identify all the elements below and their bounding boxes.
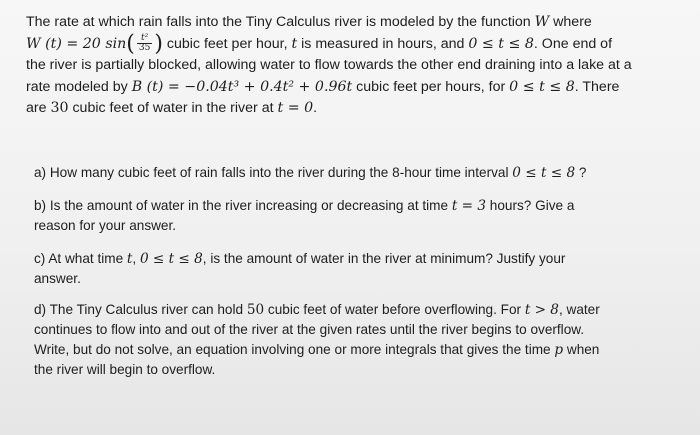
question-text: , is the amount of water in the river at minimum? Justify your <box>202 251 566 266</box>
intro-text: . There <box>574 78 620 95</box>
question-c-line-1 <box>34 249 674 269</box>
problem-intro <box>26 12 686 120</box>
question-text: , water <box>558 302 600 317</box>
intro-text: rate modeled by <box>26 78 132 95</box>
capacity-value: 50 <box>246 302 265 318</box>
question-d-line-3 <box>34 340 674 360</box>
time-condition: t > 8 <box>524 302 559 318</box>
time-value: t = 3 <box>451 198 486 214</box>
fraction-denominator: 35 <box>138 43 151 54</box>
intro-text: where <box>549 14 592 30</box>
intro-text: . One end of <box>533 35 613 52</box>
intro-text: . <box>313 100 318 116</box>
question-c-line-2: answer. <box>34 271 81 286</box>
fraction <box>137 34 152 53</box>
question-text: a) How many cubic feet of rain falls into the river during the 8-hour time interval <box>34 165 513 180</box>
question-text: when <box>563 342 600 357</box>
drain-rate-formula: B (t) = −0.04t³ + 0.4t² + 0.96t <box>131 78 353 95</box>
question-d-line-1 <box>34 300 674 320</box>
close-paren: ) <box>154 30 163 56</box>
variable-p: p <box>554 342 564 358</box>
question-text: b) Is the amount of water in the river increasing or decreasing at time <box>34 198 452 213</box>
question-d-line-4: the river will begin to overflow. <box>34 362 216 377</box>
variable-t: t <box>126 251 133 267</box>
intro-text: cubic feet per hours, for <box>352 78 510 95</box>
question-text: ? <box>575 165 587 180</box>
intro-line-1 <box>26 12 686 34</box>
question-a <box>34 163 674 183</box>
intro-text: is measured in hours, and <box>297 35 469 52</box>
function-name-w: W <box>534 14 550 30</box>
intro-line-4 <box>26 77 686 99</box>
variable-t: t <box>291 35 298 52</box>
question-d-line-2: continues to flow into and out of the river at the given rates until the river begins to overflow. <box>34 322 585 337</box>
time-range: 0 ≤ t ≤ 8 <box>139 251 203 267</box>
question-b <box>34 196 674 236</box>
question-c <box>34 249 674 289</box>
intro-line-5 <box>26 98 686 120</box>
open-paren: ( <box>126 30 135 56</box>
intro-text: are <box>26 100 51 116</box>
initial-volume: 30 <box>50 100 69 116</box>
question-text: c) At what time <box>34 251 127 266</box>
rain-rate-formula: W (t) = 20 sin <box>26 35 127 52</box>
intro-line-2 <box>26 30 686 56</box>
question-b-line-2: reason for your answer. <box>34 218 177 233</box>
time-range: 0 ≤ t ≤ 8 <box>468 35 534 52</box>
time-range: 0 ≤ t ≤ 8 <box>512 165 576 181</box>
question-text: cubic feet of water before overflowing. For <box>264 302 525 317</box>
time-range: 0 ≤ t ≤ 8 <box>509 78 575 95</box>
question-b-line-1 <box>34 196 674 216</box>
fraction-numerator: t² <box>137 34 152 44</box>
question-text: d) The Tiny Calculus river can hold <box>34 302 247 317</box>
question-text: hours? Give a <box>486 198 575 213</box>
question-text: Write, but do not solve, an equation involving one or more integrals that gives the time <box>34 342 555 357</box>
initial-time: t = 0 <box>277 100 314 116</box>
intro-text: cubic feet per hour, <box>162 35 292 52</box>
question-d <box>34 300 674 380</box>
question-text: , <box>132 251 140 266</box>
intro-line-3: the river is partially blocked, allowing water to flow towards the other end draining into a lake at a <box>26 57 632 73</box>
intro-text: cubic feet of water in the river at <box>68 100 278 116</box>
intro-text: The rate at which rain falls into the Tiny Calculus river is modeled by the function <box>26 14 535 30</box>
